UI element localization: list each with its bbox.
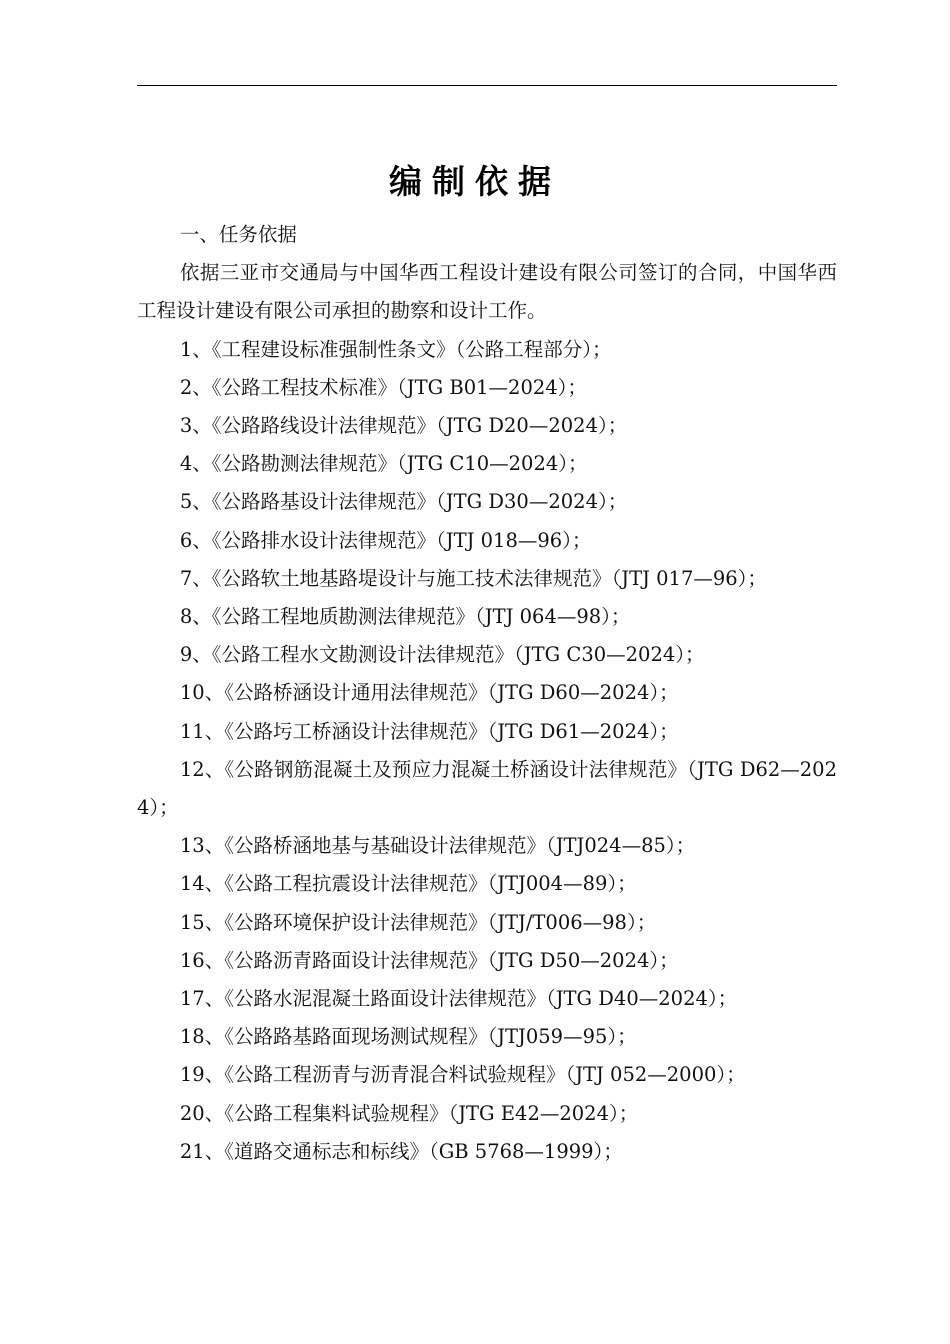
intro-paragraph: 依据三亚市交通局与中国华西工程设计建设有限公司签订的合同，中国华西工程设计建设有限公司承担的勘察和设计工作。 (137, 261, 837, 323)
reference-item: 6、《公路排水设计法律规范》（JTJ 018—96）； (179, 528, 592, 552)
reference-item: 1、《工程建设标准强制性条文》（公路工程部分）； (179, 337, 612, 361)
section-heading: 一、任务依据 (179, 223, 297, 246)
reference-item: 14、《公路工程抗震设计法律规范》（JTJ004—89）； (179, 872, 637, 896)
document-body (137, 216, 837, 1171)
reference-item: 12、《公路钢筋混凝土及预应力混凝土桥涵设计法律规范》（JTG D62—2024）； (137, 757, 837, 820)
reference-item: 2、《公路工程技术标准》（JTG B01—2024）； (179, 375, 587, 399)
reference-item: 13、《公路桥涵地基与基础设计法律规范》（JTJ024—85）； (179, 834, 696, 858)
reference-item: 11、《公路圬工桥涵设计法律规范》（JTG D61—2024）； (179, 719, 679, 743)
reference-item: 16、《公路沥青路面设计法律规范》（JTG D50—2024）； (179, 948, 679, 972)
reference-list (137, 331, 837, 1171)
document-title: 编制依据 (389, 162, 561, 202)
reference-item: 4、《公路勘测法律规范》（JTG C10—2024）； (179, 452, 588, 476)
reference-item: 20、《公路工程集料试验规程》（JTG E42—2024）； (179, 1101, 639, 1125)
reference-item: 7、《公路软土地基路堤设计与施工技术法律规范》（JTJ 017—96）； (179, 566, 767, 590)
reference-item: 9、《公路工程水文勘测设计法律规范》（JTG C30—2024）； (179, 643, 705, 667)
reference-item: 15、《公路环境保护设计法律规范》（JTJ/T006—98）； (179, 910, 657, 934)
reference-item: 5、《公路路基设计法律规范》（JTG D30—2024）； (179, 490, 628, 514)
reference-item: 8、《公路工程地质勘测法律规范》（JTJ 064—98）； (179, 605, 631, 629)
header-rule (137, 85, 837, 86)
reference-item: 10、《公路桥涵设计通用法律规范》（JTG D60—2024）； (179, 681, 679, 705)
reference-item: 3、《公路路线设计法律规范》（JTG D20—2024）； (179, 414, 628, 438)
reference-item: 18、《公路路基路面现场测试规程》（JTJ059—95）； (179, 1025, 637, 1049)
reference-item: 19、《公路工程沥青与沥青混合料试验规程》（JTJ 052—2000）； (179, 1063, 746, 1087)
reference-item: 17、《公路水泥混凝土路面设计法律规范》（JTG D40—2024）； (179, 987, 738, 1011)
reference-item: 21、《道路交通标志和标线》（GB 5768—1999）； (179, 1139, 623, 1163)
